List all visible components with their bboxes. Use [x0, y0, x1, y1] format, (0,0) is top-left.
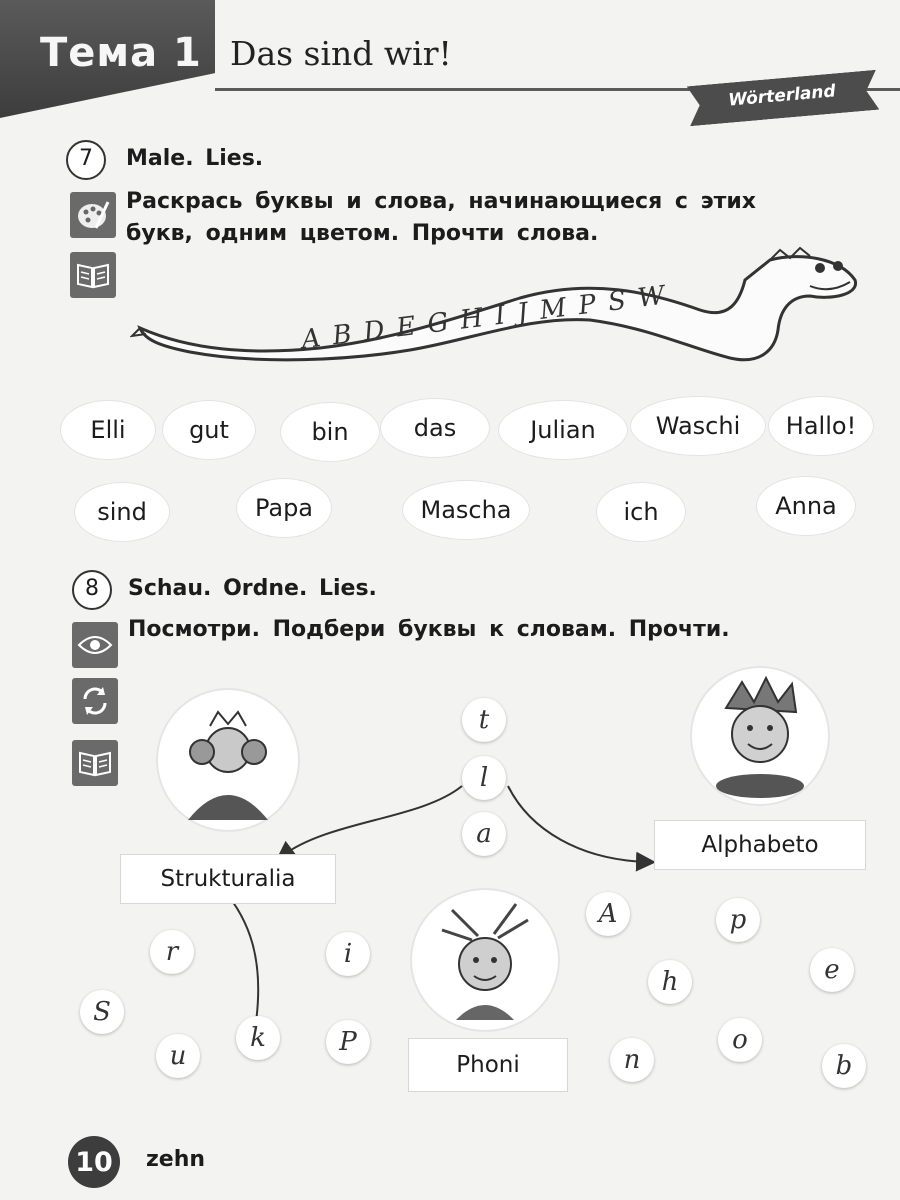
letter-circle[interactable]: t	[462, 698, 506, 742]
exercise-8-title: Schau. Ordne. Lies.	[128, 576, 377, 601]
exercise-7-instruction-line-2: букв, одним цветом. Прочти слова.	[126, 221, 599, 246]
name-box-phoni: Phoni	[408, 1038, 568, 1092]
page-number: 10	[68, 1136, 120, 1188]
ribbon-label: Wörterland	[727, 81, 837, 111]
page-number-word: zehn	[146, 1147, 206, 1172]
letter-circle[interactable]: a	[462, 812, 506, 856]
word-bubble[interactable]: Waschi	[630, 396, 766, 456]
letter-circle[interactable]: p	[716, 898, 760, 942]
letter-circle[interactable]: e	[810, 948, 854, 992]
exercise-8-number: 8	[72, 570, 112, 610]
name-box-alphabeto: Alphabeto	[654, 820, 866, 870]
letter-circle[interactable]: r	[150, 930, 194, 974]
word-bubble[interactable]: das	[380, 398, 490, 458]
letter-circle[interactable]: u	[156, 1034, 200, 1078]
letter-circle[interactable]: k	[236, 1016, 280, 1060]
word-bubble[interactable]: sind	[74, 482, 170, 542]
topic-label: Тема 1	[40, 30, 202, 76]
letter-circle[interactable]: i	[326, 932, 370, 976]
letter-circle[interactable]: S	[80, 990, 124, 1034]
letter-circle[interactable]: b	[822, 1044, 866, 1088]
word-bubble[interactable]: Hallo!	[768, 396, 874, 456]
page-title: Das sind wir!	[230, 34, 452, 73]
word-bubble[interactable]: gut	[162, 400, 256, 460]
letter-circle[interactable]: A	[586, 892, 630, 936]
exercise-7-number: 7	[66, 140, 106, 180]
letter-circle[interactable]: o	[718, 1018, 762, 1062]
letter-circle[interactable]: n	[610, 1038, 654, 1082]
word-bubble[interactable]: Papa	[236, 478, 332, 538]
word-bubble[interactable]: Julian	[498, 400, 628, 460]
letter-circle[interactable]: l	[462, 756, 506, 800]
word-bubble[interactable]: ich	[596, 482, 686, 542]
exercise-7-title: Male. Lies.	[126, 146, 264, 171]
letter-circle[interactable]: h	[648, 960, 692, 1004]
letter-circle[interactable]: P	[326, 1020, 370, 1064]
word-bubble[interactable]: Anna	[756, 476, 856, 536]
word-bubble[interactable]: Mascha	[402, 480, 530, 540]
word-bubble[interactable]: bin	[280, 402, 380, 462]
exercise-8-instruction: Посмотри. Подбери буквы к словам. Прочти.	[128, 617, 730, 642]
exercise-7-instruction-line-1: Раскрась буквы и слова, начинающиеся с этих	[126, 189, 756, 214]
name-box-strukturalia: Strukturalia	[120, 854, 336, 904]
word-bubble[interactable]: Elli	[60, 400, 156, 460]
snake-letters: A B D E G H I J M P S W	[299, 280, 669, 356]
